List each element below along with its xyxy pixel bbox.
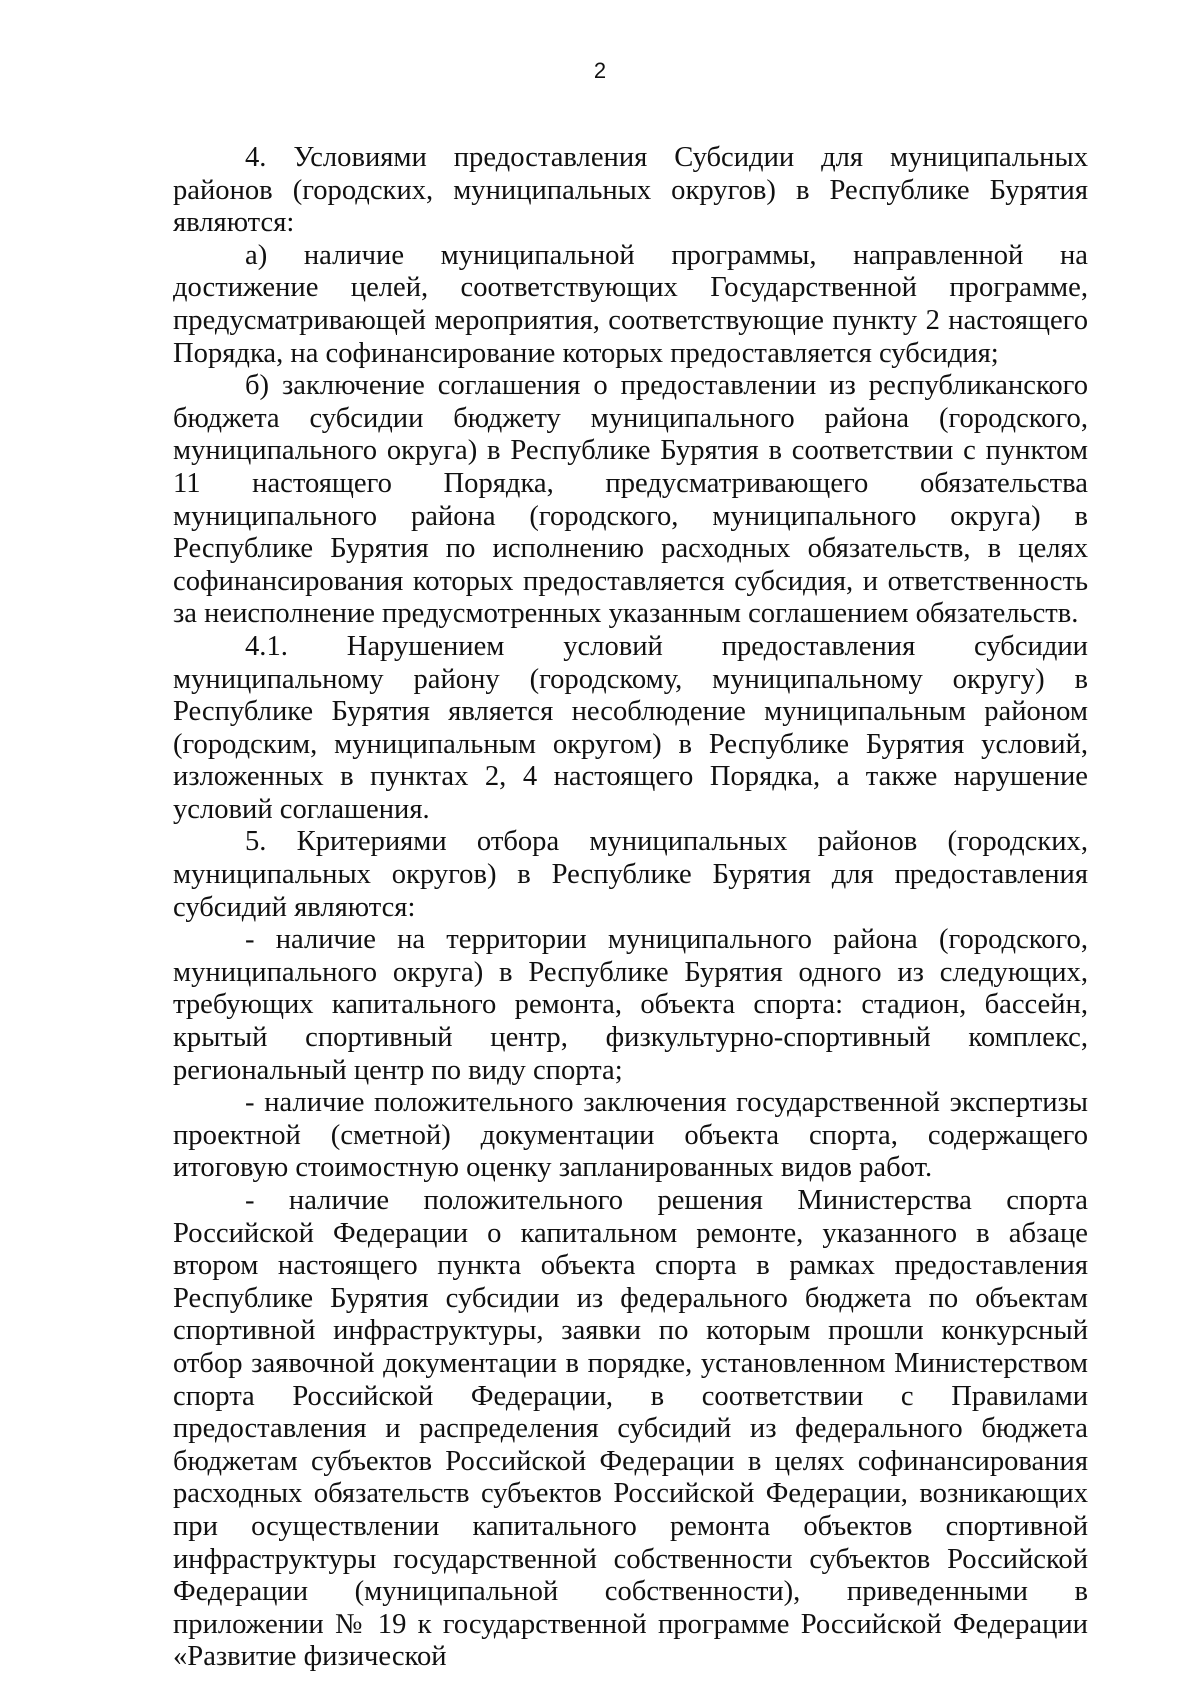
paragraph-criterion-facility: - наличие на территории муниципального района (городского, муниципального округа) в Республике Бурятия одного из следующих, требующих капитального ремонта, объекта спорта: стадион, бассейн, крытый спортивный центр, физкультурно-спортивный комплекс, региональный центр по виду спорта;: [173, 924, 1088, 1086]
document-body: [173, 142, 1088, 1674]
page-number: 2: [593, 58, 607, 83]
paragraph-criteria: 5. Критериями отбора муниципальных районов (городских, муниципальных округов) в Республике Бурятия для предоставления субсидий являются:: [173, 826, 1088, 923]
paragraph-condition-b: б) заключение соглашения о предоставлении из республиканского бюджета субсидии бюджету муниципального района (городского, муниципального округа) в Республике Бурятия в соответствии с пунктом 11 настоящего Порядка, предусматривающего обязательства муниципального района (городского, муниципального округа) в Республике Бурятия по исполнению расходных обязательств, в целях софинансирования которых предоставляется субсидия, и ответственность за неисполнение предусмотренных указанным соглашением обязательств.: [173, 370, 1088, 630]
paragraph-criterion-expertise: - наличие положительного заключения государственной экспертизы проектной (сметной) документации объекта спорта, содержащего итоговую стоимостную оценку запланированных видов работ.: [173, 1087, 1088, 1184]
paragraph-criterion-ministry-decision: - наличие положительного решения Министерства спорта Российской Федерации о капитальном ремонте, указанного в абзаце втором настоящего пункта объекта спорта в рамках предоставления Республике Бурятия субсидии из федерального бюджета по объектам спортивной инфраструктуры, заявки по которым прошли конкурсный отбор заявочной документации в порядке, установленном Министерством спорта Российской Федерации, в соответствии с Правилами предоставления и распределения субсидий из федерального бюджета бюджетам субъектов Российской Федерации в целях софинансирования расходных обязательств субъектов Российской Федерации, возникающих при осуществлении капитального ремонта объектов спортивной инфраструктуры государственной собственности субъектов Российской Федерации (муниципальной собственности), приведенными в приложении № 19 к государственной программе Российской Федерации «Развитие физической: [173, 1185, 1088, 1673]
paragraph-conditions: 4. Условиями предоставления Субсидии для муниципальных районов (городских, муниципальных округов) в Республике Бурятия являются:: [173, 142, 1088, 239]
paragraph-violation: 4.1. Нарушением условий предоставления субсидии муниципальному району (городскому, муниципальному округу) в Республике Бурятия является несоблюдение муниципальным районом (городским, муниципальным округом) в Республике Бурятия условий, изложенных в пунктах 2, 4 настоящего Порядка, а также нарушение условий соглашения.: [173, 630, 1088, 825]
paragraph-condition-a: а) наличие муниципальной программы, направленной на достижение целей, соответствующих Государственной программе, предусматривающей мероприятия, соответствующие пункту 2 настоящего Порядка, на софинансирование которых предоставляется субсидия;: [173, 239, 1088, 369]
